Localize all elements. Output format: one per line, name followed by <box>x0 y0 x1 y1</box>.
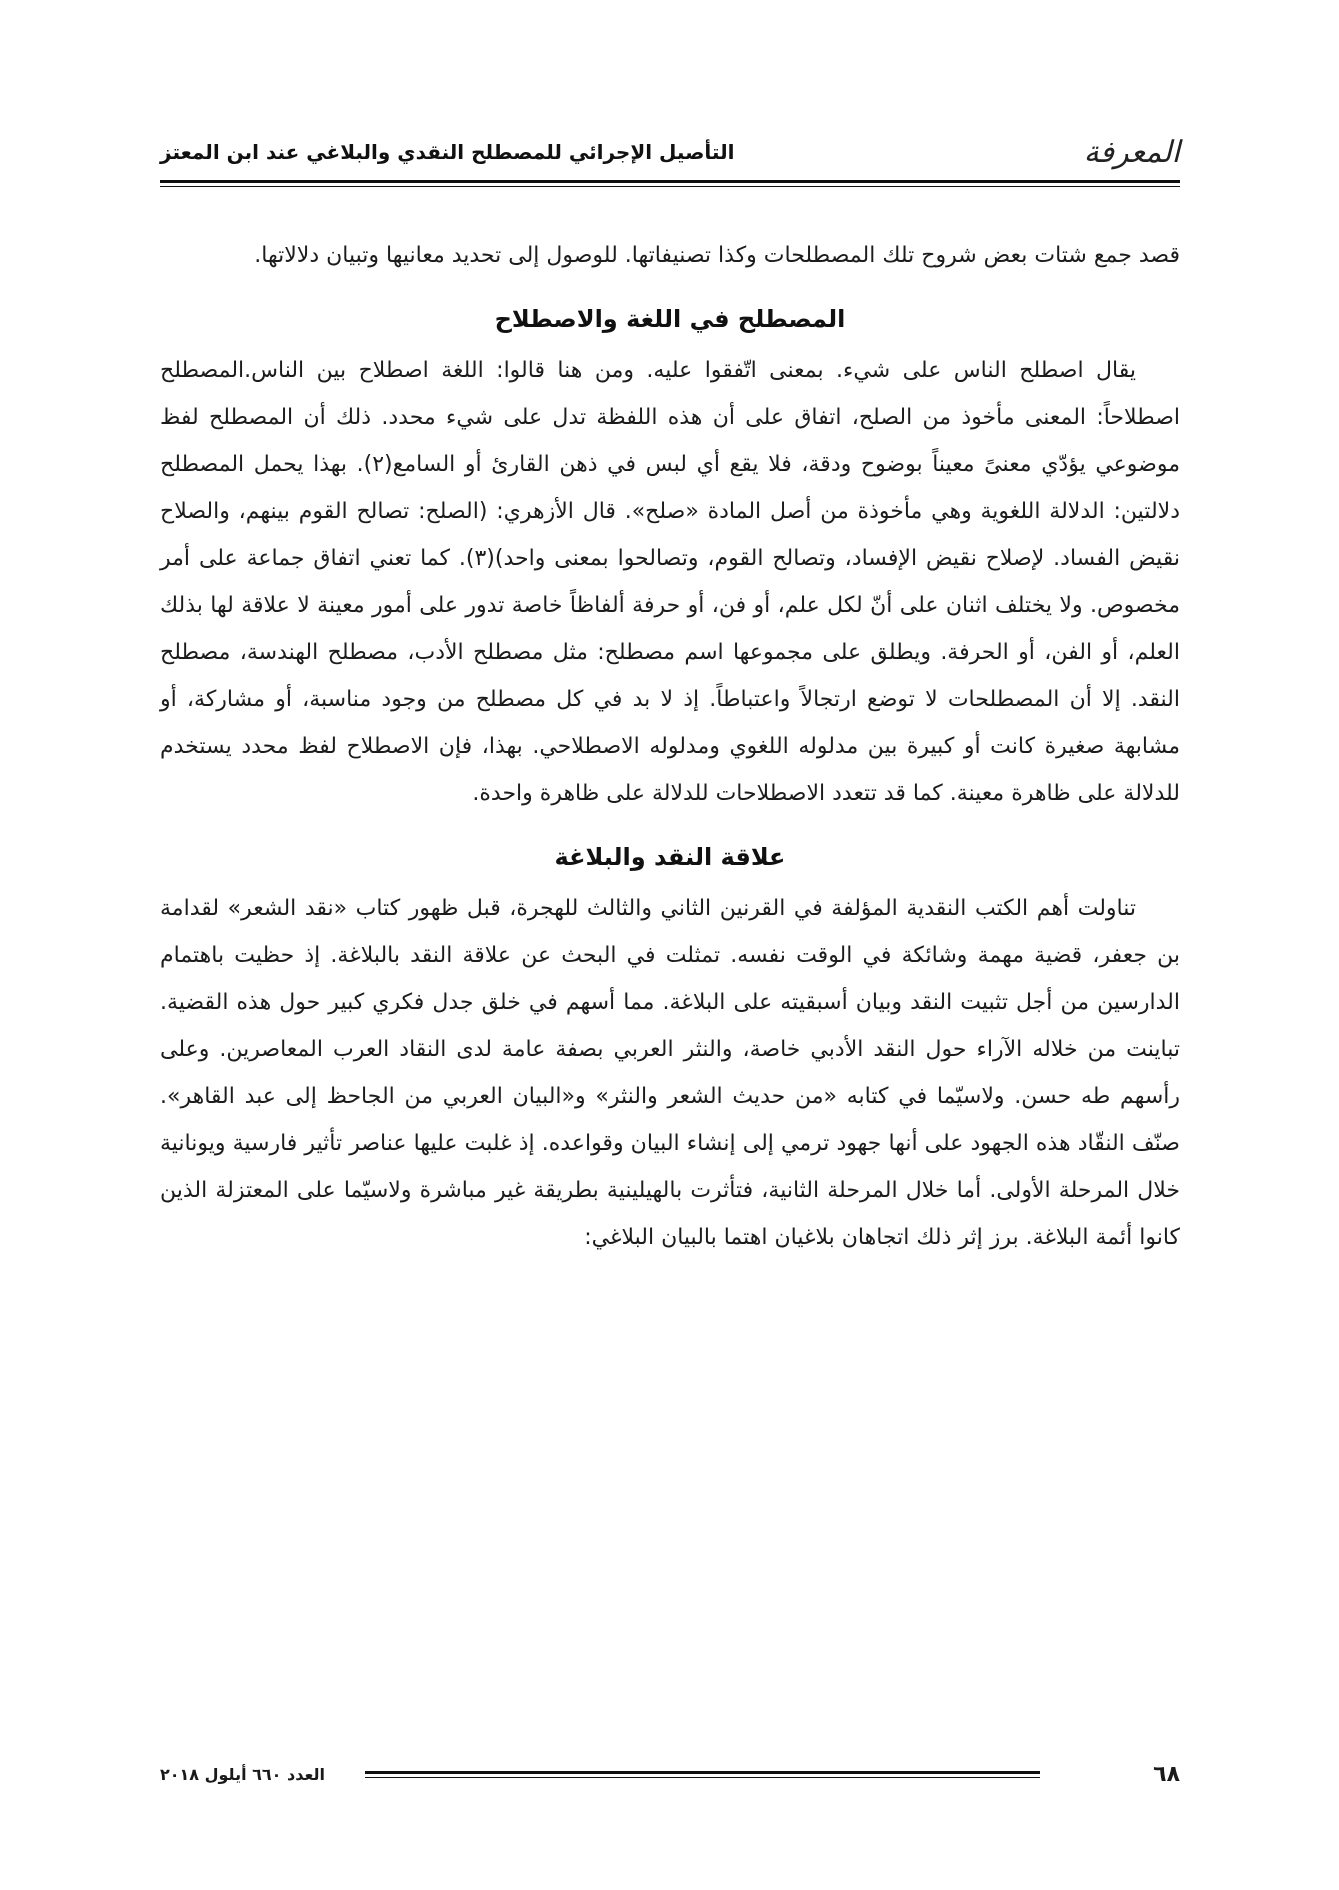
criticism-rhetoric-paragraph: تناولت أهم الكتب النقدية المؤلفة في القرنين الثاني والثالث للهجرة، قبل ظهور كتاب «نقد الشعر» لقدامة بن جعفر، قضية مهمة وشائكة في الوقت نفسه. تمثلت في البحث عن علاقة النقد بالبلاغة. إذ حظيت باهتمام الدارسين من أجل تثبيت النقد وبيان أسبقيته على البلاغة. مما أسهم في خلق جدل فكري كبير حول هذه القضية. تباينت من خلاله الآراء حول النقد الأدبي خاصة، والنثر العربي بصفة عامة لدى النقاد العرب المعاصرين. وعلى رأسهم طه حسن. ولاسيّما في كتابه «من حديث الشعر والنثر» و«البيان العربي من الجاحظ إلى عبد القاهر». صنّف النقّاد هذه الجهود على أنها جهود ترمي إلى إنشاء البيان وقواعده. إذ غلبت عليها عناصر تأثير فارسية ويونانية خلال المرحلة الأولى. أما خلال المرحلة الثانية، فتأثرت بالهيلينية بطريقة غير مباشرة ولاسيّما على المعتزلة الذين كانوا أئمة البلاغة. برز إثر ذلك اتجاهان بلاغيان اهتما بالبيان البلاغي: <box>160 896 1180 1250</box>
page-number: ٦٨ <box>1153 1761 1180 1787</box>
intro-paragraph: قصد جمع شتات بعض شروح تلك المصطلحات وكذا تصنيفاتها. للوصول إلى تحديد معانيها وتبيان دلالاتها. <box>254 243 1180 268</box>
section-heading-criticism-rhetoric: علاقة النقد والبلاغة <box>554 843 786 871</box>
article-body <box>160 232 1180 1261</box>
terminology-paragraph: يقال اصطلح الناس على شيء. بمعنى اتّفقوا عليه. ومن هنا قالوا: اللغة اصطلاح بين الناس.المصطلح اصطلاحاً: المعنى مأخوذ من الصلح، اتفاق على أن هذه اللفظة تدل على شيء محدد. ذلك أن المصطلح لفظ موضوعي يؤدّي معنىً معيناً بوضوح ودقة، فلا يقع أي لبس في ذهن القارئ أو السامع(٢). بهذا يحمل المصطلح دلالتين: الدلالة اللغوية وهي مأخوذة من أصل المادة «صلح». قال الأزهري: (الصلح: تصالح القوم بينهم، والصلاح نقيض الفساد. لإصلاح نقيض الإفساد، وتصالح القوم، وتصالحوا بمعنى واحد)(٣). كما تعني اتفاق جماعة على أمر مخصوص. ولا يختلف اثنان على أنّ لكل علم، أو فن، أو حرفة ألفاظاً خاصة تدور على أمور معينة لا علاقة لها بذلك العلم، أو الفن، أو الحرفة. ويطلق على مجموعها اسم مصطلح: مثل مصطلح الأدب، مصطلح الهندسة، مصطلح النقد. إلا أن المصطلحات لا توضع ارتجالاً واعتباطاً. إذ لا بد في كل مصطلح من وجود مناسبة، أو مشاركة، أو مشابهة صغيرة كانت أو كبيرة بين مدلوله اللغوي ومدلوله الاصطلاحي. بهذا، فإن الاصطلاح لفظ محدد يستخدم للدلالة على ظاهرة معينة. كما قد تتعدد الاصطلاحات للدلالة على ظاهرة واحدة. <box>160 358 1180 806</box>
running-title: التأصيل الإجرائي للمصطلح النقدي والبلاغي عند ابن المعتز <box>160 140 735 164</box>
page-header <box>160 128 1180 176</box>
issue-info: العدد ٦٦٠ أيلول ٢٠١٨ <box>160 1764 325 1784</box>
header-rule-thick <box>160 180 1180 183</box>
section-heading-terminology: المصطلح في اللغة والاصطلاح <box>494 305 846 333</box>
journal-logo: المعرفة <box>1083 134 1180 170</box>
header-rule-thin <box>160 186 1180 187</box>
page-footer <box>160 1754 1180 1794</box>
footer-rule <box>365 1771 1040 1778</box>
